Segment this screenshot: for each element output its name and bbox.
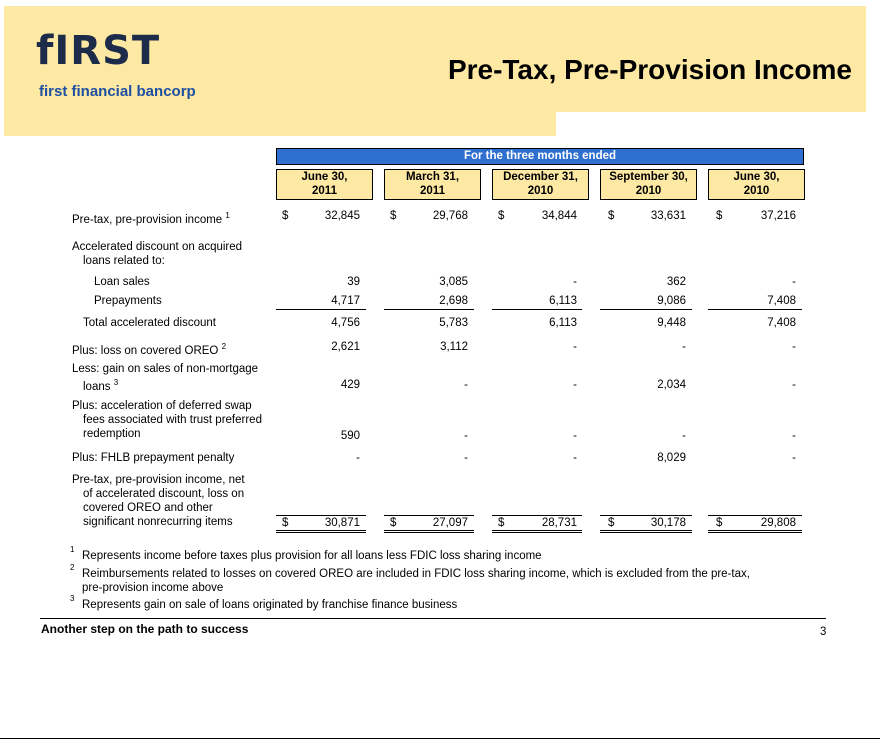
- cell-value: -: [573, 452, 577, 464]
- column-header-jun-2011: June 30, 2011: [276, 169, 373, 200]
- cell-value: -: [356, 452, 360, 464]
- row-label-accelerated: Accelerated discount on acquired loans related to:: [72, 241, 243, 267]
- cell-value: -: [573, 341, 577, 353]
- cell-value: 30,178: [650, 517, 686, 529]
- row-label-net: Pre-tax, pre-provision income, net of accelerated discount, loss on covered OREO and other significant nonrecurring items: [72, 474, 245, 528]
- cell-value: 4,756: [331, 317, 360, 329]
- subtotal-rule: [384, 309, 474, 310]
- row-label-fhlb: Plus: FHLB prepayment penalty: [72, 452, 235, 464]
- cell-value: 34,844: [541, 210, 577, 222]
- currency-symbol: $: [716, 517, 723, 529]
- double-rule: [600, 530, 692, 531]
- cell-value: 6,113: [549, 295, 577, 307]
- cell-value: 37,216: [760, 210, 796, 222]
- cell-value: 590: [340, 430, 360, 442]
- column-header-sep-2010: September 30, 2010: [600, 169, 697, 200]
- cell-value: 39: [347, 276, 360, 288]
- double-rule: [276, 532, 366, 533]
- bottom-divider: [0, 738, 880, 739]
- table-group-header: For the three months ended: [276, 148, 804, 165]
- currency-symbol: $: [282, 210, 289, 222]
- currency-symbol: $: [608, 210, 615, 222]
- cell-value: 6,113: [549, 317, 577, 329]
- cell-value: 27,097: [432, 517, 468, 529]
- footnote-2: Reimbursements related to losses on covered OREO are included in FDIC loss sharing income, which is excluded from the pre-tax, pre-provision income above: [82, 568, 750, 594]
- cell-value: 32,845: [324, 210, 360, 222]
- cell-value: -: [464, 430, 468, 442]
- cell-value: 33,631: [650, 210, 686, 222]
- cell-value: 2,698: [439, 295, 468, 307]
- cell-value: -: [573, 430, 577, 442]
- cell-value: -: [464, 452, 468, 464]
- cell-value: -: [573, 276, 577, 288]
- logo-wordmark: fIRST: [36, 28, 161, 74]
- cell-value: 7,408: [767, 317, 796, 329]
- currency-symbol: $: [498, 210, 505, 222]
- cell-value: -: [573, 379, 577, 391]
- currency-symbol: $: [390, 210, 397, 222]
- row-label-prepayments: Prepayments: [94, 295, 162, 307]
- cell-value: -: [792, 452, 796, 464]
- cell-value: -: [792, 341, 796, 353]
- currency-symbol: $: [608, 517, 615, 529]
- cell-value: -: [464, 379, 468, 391]
- cell-value: 2,034: [657, 379, 686, 391]
- subtotal-rule: [708, 309, 802, 310]
- cell-value: 3,112: [440, 341, 468, 353]
- cell-value: 7,408: [767, 295, 796, 307]
- footer-divider: [40, 618, 826, 619]
- double-rule: [384, 530, 474, 531]
- footnote-1: Represents income before taxes plus provision for all loans less FDIC loss sharing income: [82, 550, 542, 562]
- cell-value: -: [682, 341, 686, 353]
- currency-symbol: $: [716, 210, 723, 222]
- currency-symbol: $: [390, 517, 397, 529]
- cell-value: 429: [340, 379, 360, 391]
- cell-value: 362: [666, 276, 686, 288]
- cell-value: -: [792, 430, 796, 442]
- row-label-gain: Less: gain on sales of non-mortgage loans $^3$: [72, 363, 259, 393]
- column-header-jun-2010: June 30, 2010: [708, 169, 805, 200]
- page-number: 3: [820, 626, 827, 638]
- subtotal-rule: [276, 309, 366, 310]
- subtotal-rule: [600, 309, 692, 310]
- row-label-loan-sales: Loan sales: [94, 276, 150, 288]
- footer-tagline: Another step on the path to success: [41, 622, 249, 636]
- double-rule: [384, 532, 474, 533]
- currency-symbol: $: [282, 517, 289, 529]
- cell-value: -: [682, 430, 686, 442]
- column-header-mar-2011: March 31, 2011: [384, 169, 481, 200]
- cell-value: -: [792, 276, 796, 288]
- cell-value: 29,768: [432, 210, 468, 222]
- column-header-dec-2010: December 31, 2010: [492, 169, 589, 200]
- cell-value: 9,086: [657, 295, 686, 307]
- cell-value: 28,731: [541, 517, 577, 529]
- footnote-number: 1: [70, 545, 75, 554]
- row-label-total-accelerated: Total accelerated discount: [83, 317, 216, 329]
- double-rule: [276, 530, 366, 531]
- row-label-oreo: Plus: loss on covered OREO $^2$: [72, 342, 227, 357]
- footnote-number: 2: [70, 563, 75, 572]
- cell-value: 9,448: [657, 317, 686, 329]
- cell-value: 29,808: [760, 517, 796, 529]
- cell-value: 4,717: [331, 295, 360, 307]
- subtotal-rule: [492, 309, 582, 310]
- cell-value: 2,621: [331, 341, 360, 353]
- header-banner-extension: [4, 112, 556, 136]
- row-label-pre-tax: Pre-tax, pre-provision income $^1$: [72, 211, 230, 226]
- cell-value: 30,871: [324, 517, 360, 529]
- footnote-3: Represents gain on sale of loans originated by franchise finance business: [82, 599, 458, 611]
- double-rule: [492, 530, 582, 531]
- double-rule: [708, 530, 802, 531]
- footnote-number: 3: [70, 594, 75, 603]
- row-label-swap: Plus: acceleration of deferred swap fees associated with trust preferred redemption: [72, 400, 262, 440]
- currency-symbol: $: [498, 517, 505, 529]
- cell-value: 3,085: [439, 276, 468, 288]
- logo-subtitle: first financial bancorp: [39, 83, 196, 100]
- cell-value: 8,029: [657, 452, 686, 464]
- double-rule: [600, 532, 692, 533]
- double-rule: [492, 532, 582, 533]
- page-title: Pre-Tax, Pre-Provision Income: [447, 54, 852, 85]
- double-rule: [708, 532, 802, 533]
- cell-value: 5,783: [439, 317, 468, 329]
- cell-value: -: [792, 379, 796, 391]
